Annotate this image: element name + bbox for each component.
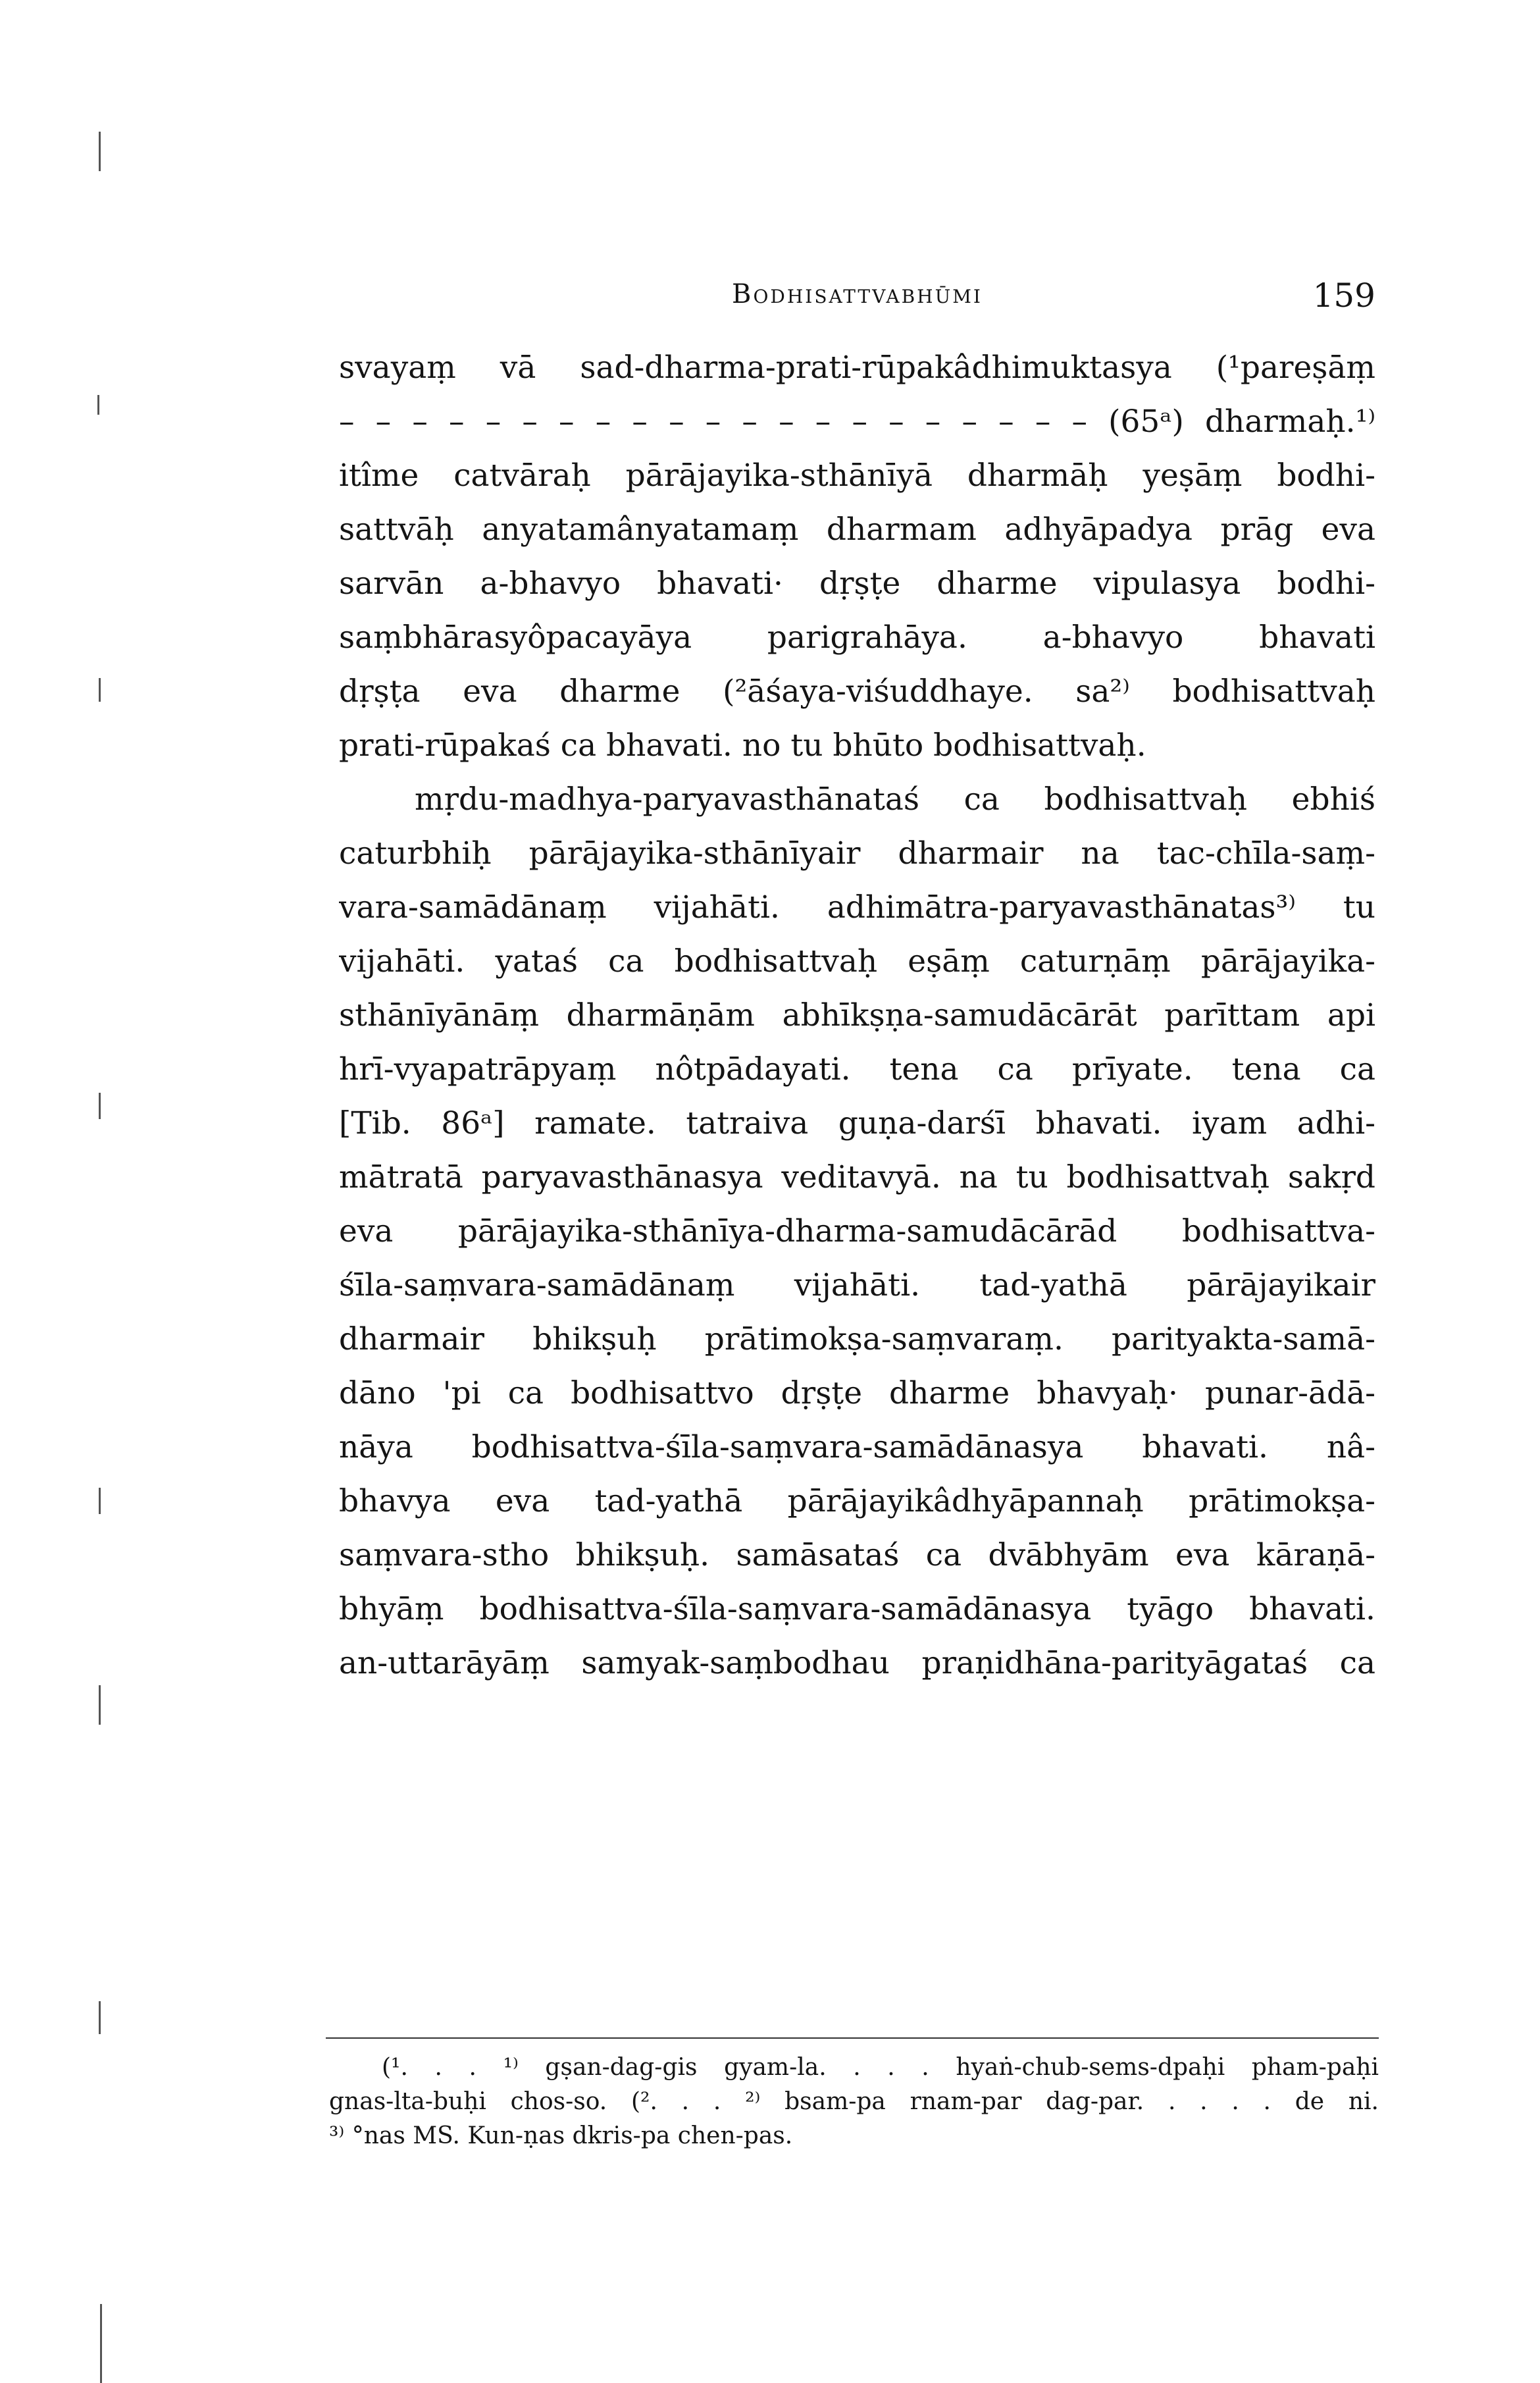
running-title: Bodhisattvabhūmi xyxy=(732,279,983,309)
text-line: saṃvara-stho bhikṣuḥ. samāsataś ca dvābhyām eva kāraṇā- xyxy=(339,1537,1375,1573)
text-line: [Tib. 86ᵃ] ramate. tatraiva guṇa-darśī bhavati. iyam adhi- xyxy=(339,1105,1375,1141)
text-line: bhyāṃ bodhisattva-śīla-saṃvara-samādānasya tyāgo bhavati. xyxy=(339,1591,1375,1627)
scan-edge-mark xyxy=(99,2001,101,2034)
text-line: eva pārājayika-sthānīya-dharma-samudācārād bodhisattva- xyxy=(339,1213,1375,1249)
text-line: svayaṃ vā sad-dharma-prati-rūpakâdhimuktasya (¹pareṣāṃ xyxy=(339,350,1375,386)
text-line: bhavya eva tad-yathā pārājayikâdhyāpannaḥ prātimokṣa- xyxy=(339,1483,1375,1519)
text-line: nāya bodhisattva-śīla-saṃvara-samādānasya bhavati. nâ- xyxy=(339,1429,1375,1465)
footnote-line: ³⁾ °nas MS. Kun-ṇas dkris-pa chen-pas. xyxy=(329,2122,793,2149)
footnote-line: (¹. . . ¹⁾ gṣan-dag-gis gyam-la. . . . hyaṅ-chub-sems-dpaḥi pham-paḥi xyxy=(382,2054,1379,2081)
scan-edge-mark xyxy=(100,2304,102,2383)
text-line: itîme catvāraḥ pārājayika-sthānīyā dharmāḥ yeṣāṃ bodhi- xyxy=(339,458,1375,494)
text-line: hrī-vyapatrāpyaṃ nôtpādayati. tena ca prīyate. tena ca xyxy=(339,1051,1375,1087)
scan-edge-mark xyxy=(97,395,99,415)
text-line: dāno 'pi ca bodhisattvo dṛṣṭe dharme bhavyaḥ· punar-ādā- xyxy=(339,1375,1375,1411)
scan-edge-mark xyxy=(99,1488,101,1514)
text-line: dṛṣṭa eva dharme (²āśaya-viśuddhaye. sa²⁾ bodhisattvaḥ xyxy=(339,673,1375,710)
text-line: – – – – – – – – – – – – – – – – – – – – – (65ᵃ) dharmaḥ.¹⁾ xyxy=(339,404,1375,440)
footnote-divider xyxy=(326,2037,1379,2039)
text-line: caturbhiḥ pārājayika-sthānīyair dharmair na tac-chīla-saṃ- xyxy=(339,835,1375,872)
text-line: vijahāti. yataś ca bodhisattvaḥ eṣāṃ caturṇāṃ pārājayika- xyxy=(339,943,1375,980)
text-line: sarvān a-bhavyo bhavati· dṛṣṭe dharme vipulasya bodhi- xyxy=(339,565,1375,602)
text-line: dharmair bhikṣuḥ prātimokṣa-saṃvaraṃ. parityakta-samā- xyxy=(339,1321,1375,1357)
scan-edge-mark xyxy=(99,132,101,171)
text-line: sthānīyānāṃ dharmāṇām abhīkṣṇa-samudācārāt parīttam api xyxy=(339,997,1375,1034)
text-line: mṛdu-madhya-paryavasthānataś ca bodhisattvaḥ ebhiś xyxy=(415,781,1375,818)
footnote-line: gnas-lta-buḥi chos-so. (². . . ²⁾ bsam-pa rnam-par dag-par. . . . . de ni. xyxy=(329,2088,1379,2115)
text-line: prati-rūpakaś ca bhavati. no tu bhūto bodhisattvaḥ. xyxy=(339,727,1146,764)
text-line: sattvāḥ anyatamânyatamaṃ dharmam adhyāpadya prāg eva xyxy=(339,511,1375,548)
running-header xyxy=(339,276,1375,316)
text-line: an-uttarāyāṃ samyak-saṃbodhau praṇidhāna-parityāgataś ca xyxy=(339,1645,1375,1681)
scan-edge-mark xyxy=(99,1093,101,1119)
scan-edge-mark xyxy=(99,1685,101,1725)
footnotes xyxy=(329,2051,1379,2153)
body-text xyxy=(339,341,1375,1690)
text-line: vara-samādānaṃ vijahāti. adhimātra-paryavasthānatas³⁾ tu xyxy=(339,889,1375,926)
scan-edge-mark xyxy=(99,678,101,702)
page-number: 159 xyxy=(1312,276,1375,315)
text-line: saṃbhārasyôpacayāya parigrahāya. a-bhavyo bhavati xyxy=(339,619,1375,656)
text-line: śīla-saṃvara-samādānaṃ vijahāti. tad-yathā pārājayikair xyxy=(339,1267,1375,1303)
text-line: mātratā paryavasthānasya veditavyā. na tu bodhisattvaḥ sakṛd xyxy=(339,1159,1375,1195)
